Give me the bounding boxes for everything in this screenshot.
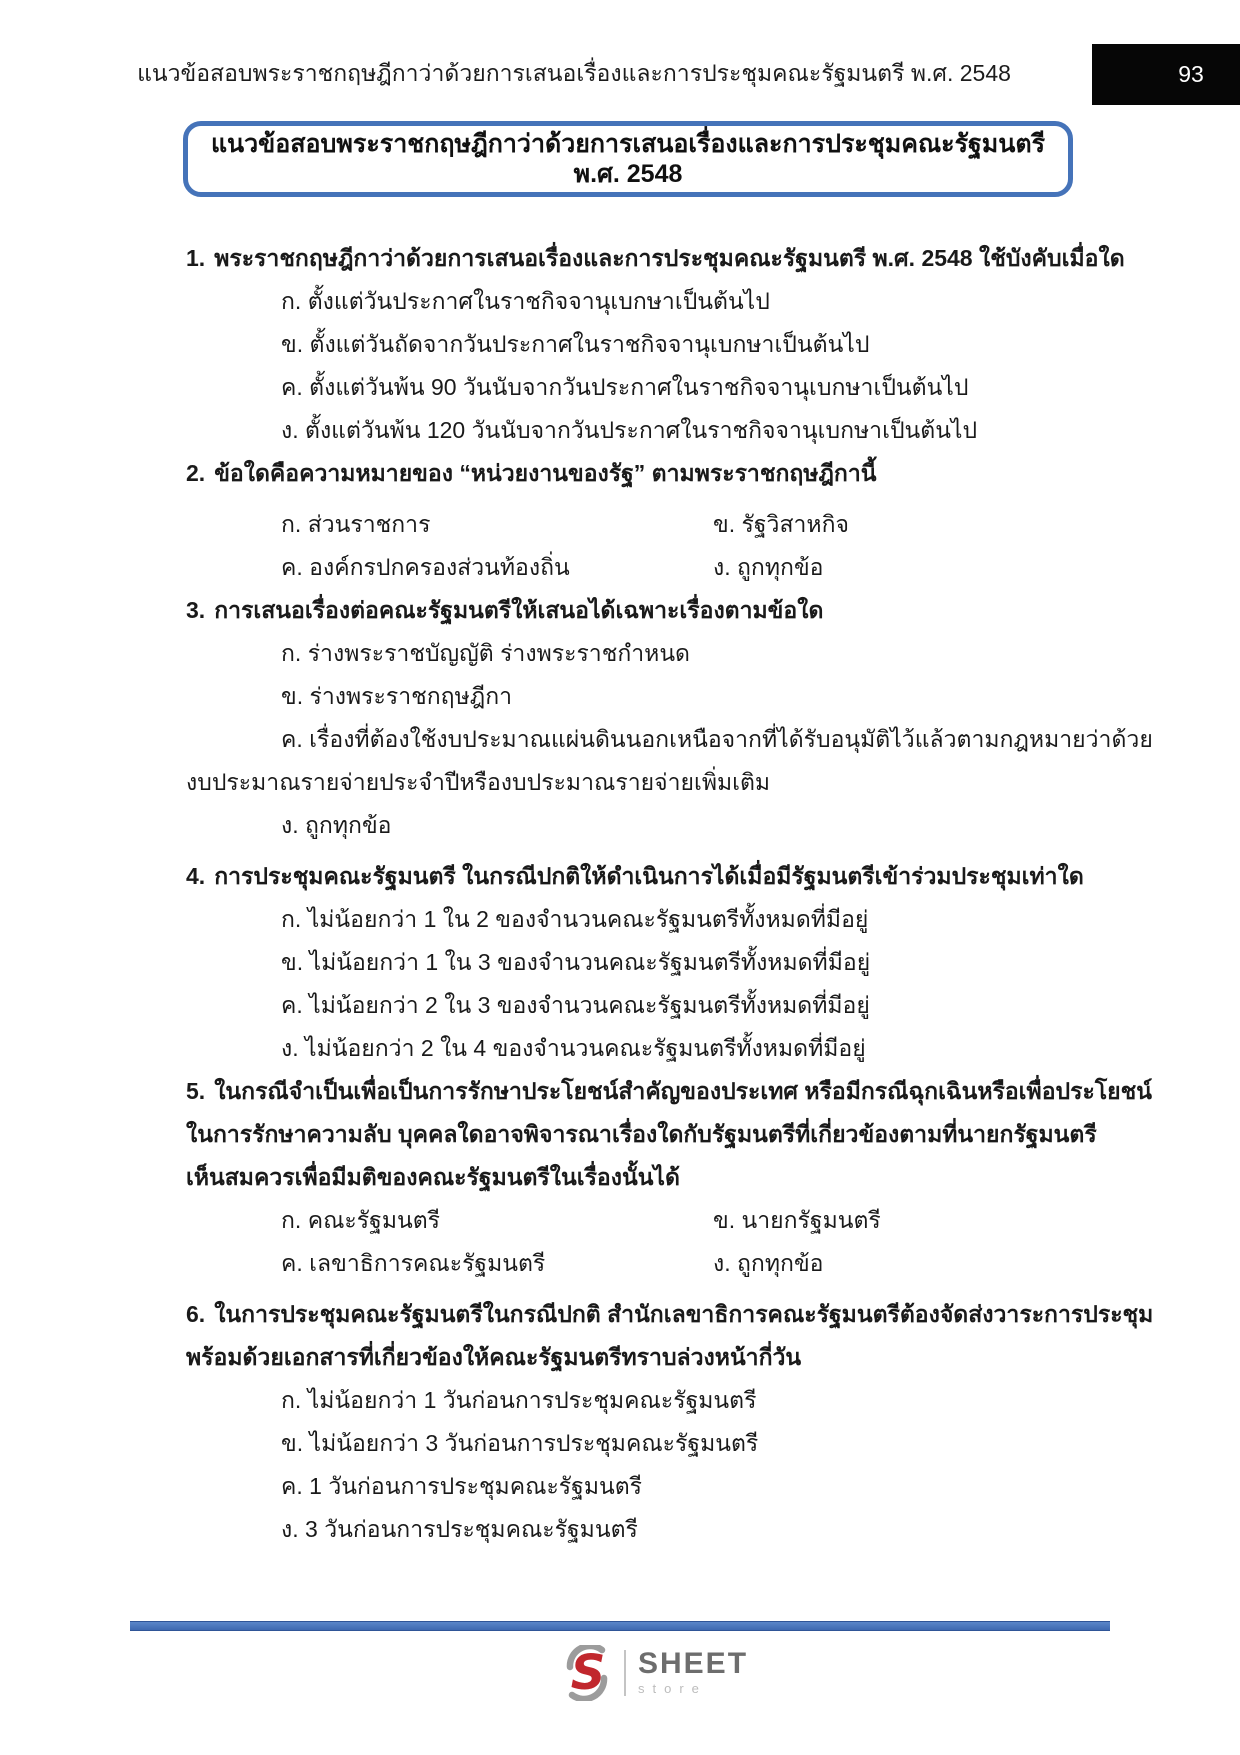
page-number-badge	[1092, 44, 1240, 105]
question-number: 3.	[186, 597, 206, 623]
option-4b: ข. ไม่น้อยกว่า 1 ใน 3 ของจำนวนคณะรัฐมนตรีทั้งหมดที่มีอยู่	[281, 948, 871, 975]
option-3a: ก. ร่างพระราชบัญญัติ ร่างพระราชกำหนด	[281, 639, 690, 666]
option-1a: ก. ตั้งแต่วันประกาศในราชกิจจานุเบกษาเป็นต้นไป	[281, 287, 770, 314]
option-row-5cd	[0, 1242, 1240, 1285]
option-5d: ง. ถูกทุกข้อ	[713, 1249, 824, 1276]
question-2	[0, 452, 1240, 495]
question-5-line3: เห็นสมควรเพื่อมีมติของคณะรัฐมนตรีในเรื่องนั้นได้	[186, 1163, 680, 1190]
spacer	[0, 847, 1240, 855]
logo-title: SHEET	[638, 1647, 749, 1680]
question-1	[0, 237, 1240, 280]
logo-text	[638, 1647, 749, 1696]
question-5-line2: ในการรักษาความลับ บุคคลใดอาจพิจารณาเรื่องใดกับรัฐมนตรีที่เกี่ยวข้องตามที่นายกรัฐมนตรี	[186, 1120, 1097, 1147]
option-6c: ค. 1 วันก่อนการประชุมคณะรัฐมนตรี	[281, 1472, 643, 1499]
option-5b: ข. นายกรัฐมนตรี	[713, 1206, 881, 1233]
option-row-2ab	[0, 503, 1240, 546]
option-1c: ค. ตั้งแต่วันพ้น 90 วันนับจากวันประกาศในราชกิจจานุเบกษาเป็นต้นไป	[281, 373, 969, 400]
option-4a: ก. ไม่น้อยกว่า 1 ใน 2 ของจำนวนคณะรัฐมนตรีทั้งหมดที่มีอยู่	[281, 905, 869, 932]
option-row-2cd	[0, 546, 1240, 589]
question-6-line2: พร้อมด้วยเอกสารที่เกี่ยวข้องให้คณะรัฐมนตรีทราบล่วงหน้ากี่วัน	[186, 1343, 802, 1370]
option-1d: ง. ตั้งแต่วันพ้น 120 วันนับจากวันประกาศในราชกิจจานุเบกษาเป็นต้นไป	[281, 416, 978, 443]
page-title: แนวข้อสอบพระราชกฤษฎีกาว่าด้วยการเสนอเรื่องและการประชุมคณะรัฐมนตรี พ.ศ. 2548	[210, 130, 1046, 188]
option-1b: ข. ตั้งแต่วันถัดจากวันประกาศในราชกิจจานุเบกษาเป็นต้นไป	[281, 330, 870, 357]
option-2a: ก. ส่วนราชการ	[281, 510, 431, 537]
question-number: 4.	[186, 863, 206, 889]
option-2d: ง. ถูกทุกข้อ	[713, 553, 824, 580]
option-6a: ก. ไม่น้อยกว่า 1 วันก่อนการประชุมคณะรัฐมนตรี	[281, 1386, 757, 1413]
question-4	[0, 855, 1240, 898]
question-3	[0, 589, 1240, 632]
question-5	[0, 1070, 1240, 1113]
option-6d: ง. 3 วันก่อนการประชุมคณะรัฐมนตรี	[281, 1515, 638, 1542]
page-number: 93	[1178, 61, 1204, 87]
question-text: การประชุมคณะรัฐมนตรี ในกรณีปกติให้ดำเนินการได้เมื่อมีรัฐมนตรีเข้าร่วมประชุมเท่าใด	[214, 862, 1084, 889]
option-3d: ง. ถูกทุกข้อ	[281, 811, 392, 838]
option-3c: ค. เรื่องที่ต้องใช้งบประมาณแผ่นดินนอกเหนือจากที่ได้รับอนุมัติไว้แล้วตามกฎหมายว่าด้วย	[281, 725, 1153, 752]
question-number: 2.	[186, 460, 206, 486]
option-5c: ค. เลขาธิการคณะรัฐมนตรี	[281, 1249, 546, 1276]
option-4c: ค. ไม่น้อยกว่า 2 ใน 3 ของจำนวนคณะรัฐมนตรีทั้งหมดที่มีอยู่	[281, 991, 870, 1018]
question-list	[0, 237, 1240, 1551]
sheet-store-logo	[560, 1645, 748, 1701]
sheet-store-logo-icon	[560, 1645, 616, 1701]
option-2b: ข. รัฐวิสาหกิจ	[713, 510, 849, 537]
question-text: ในการประชุมคณะรัฐมนตรีในกรณีปกติ สำนักเลขาธิการคณะรัฐมนตรีต้องจัดส่งวาระการประชุม	[214, 1300, 1154, 1327]
option-3b: ข. ร่างพระราชกฤษฎีกา	[281, 682, 513, 709]
option-3c-continuation: งบประมาณรายจ่ายประจำปีหรืองบประมาณรายจ่ายเพิ่มเติม	[186, 768, 771, 795]
question-number: 5.	[186, 1078, 206, 1104]
title-box	[183, 121, 1073, 197]
logo-divider	[624, 1650, 626, 1696]
option-6b: ข. ไม่น้อยกว่า 3 วันก่อนการประชุมคณะรัฐมนตรี	[281, 1429, 759, 1456]
footer-divider	[130, 1621, 1110, 1631]
option-4d: ง. ไม่น้อยกว่า 2 ใน 4 ของจำนวนคณะรัฐมนตรีทั้งหมดที่มีอยู่	[281, 1034, 866, 1061]
logo-subtitle: store	[638, 1681, 707, 1696]
spacer	[0, 495, 1240, 503]
running-header: แนวข้อสอบพระราชกฤษฎีกาว่าด้วยการเสนอเรื่องและการประชุมคณะรัฐมนตรี พ.ศ. 2548	[137, 60, 1011, 86]
question-text: การเสนอเรื่องต่อคณะรัฐมนตรีให้เสนอได้เฉพาะเรื่องตามข้อใด	[214, 596, 824, 623]
option-5a: ก. คณะรัฐมนตรี	[281, 1206, 441, 1233]
question-number: 6.	[186, 1301, 206, 1327]
question-6	[0, 1293, 1240, 1336]
question-text: พระราชกฤษฎีกาว่าด้วยการเสนอเรื่องและการประชุมคณะรัฐมนตรี พ.ศ. 2548 ใช้บังคับเมื่อใด	[214, 244, 1125, 271]
question-number: 1.	[186, 245, 206, 271]
svg-text:S: S	[570, 1645, 606, 1701]
question-text: ข้อใดคือความหมายของ “หน่วยงานของรัฐ” ตามพระราชกฤษฎีกานี้	[214, 459, 877, 486]
question-text: ในกรณีจำเป็นเพื่อเป็นการรักษาประโยชน์สำคัญของประเทศ หรือมีกรณีฉุกเฉินหรือเพื่อประโยชน์	[214, 1077, 1152, 1104]
option-row-5ab	[0, 1199, 1240, 1242]
option-2c: ค. องค์กรปกครองส่วนท้องถิ่น	[281, 553, 570, 580]
spacer	[0, 1285, 1240, 1293]
